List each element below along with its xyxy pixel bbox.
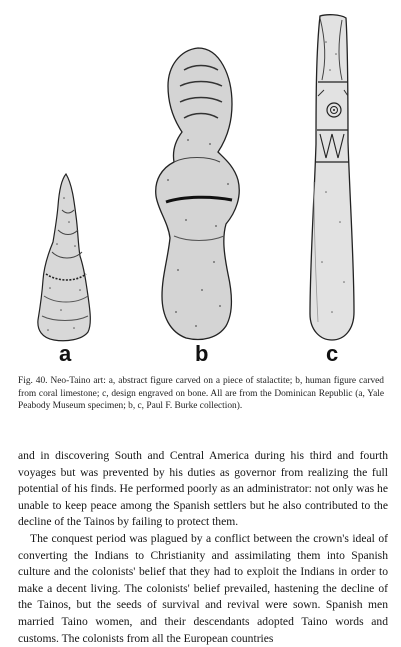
plate-label-c: c	[326, 341, 339, 366]
body-text	[18, 448, 388, 647]
caption-text: Neo-Taino art: a, abstract figure carved on a piece of stalactite; b, human figure carved from coral limestone; c, design engraved on bone. All are from the Dominican Republic (a, Yale Peabody Museum specimen; b, c, Paul F. Burke collection).	[18, 376, 384, 412]
plate-label-b: b	[195, 341, 209, 366]
body-paragraph-1: and in discovering South and Central America during his third and fourth voyages but was prevented by his duties as governor from realizing the full potential of his finds. He performed poorly as an administrator: not only was he unable to keep peace among the Spanish settlers but he also contributed to the decline of the Tainos by failing to protect them.	[18, 449, 388, 529]
body-paragraph-2: The conquest period was plagued by a conflict between the crown's ideal of converting the Indians to Christianity and assimilating them into Spanish culture and the colonists' belief that they had to exploit the Indians in order to make a decent living. The colonists' belief prevailed, hastening the decline of the Tainos, but the seeds of survival and revival were sown. Spanish men married Taino women, and their descendants adopted Taino words and customs. The colonists from all the European countries	[18, 531, 388, 645]
artifact-b-illustration	[128, 40, 268, 345]
artifact-c-illustration	[292, 12, 372, 345]
figure-caption	[18, 375, 384, 413]
artifact-a-illustration	[28, 170, 100, 345]
caption-figure-number: Fig. 40.	[18, 376, 48, 386]
plate-label-a: a	[59, 341, 72, 366]
